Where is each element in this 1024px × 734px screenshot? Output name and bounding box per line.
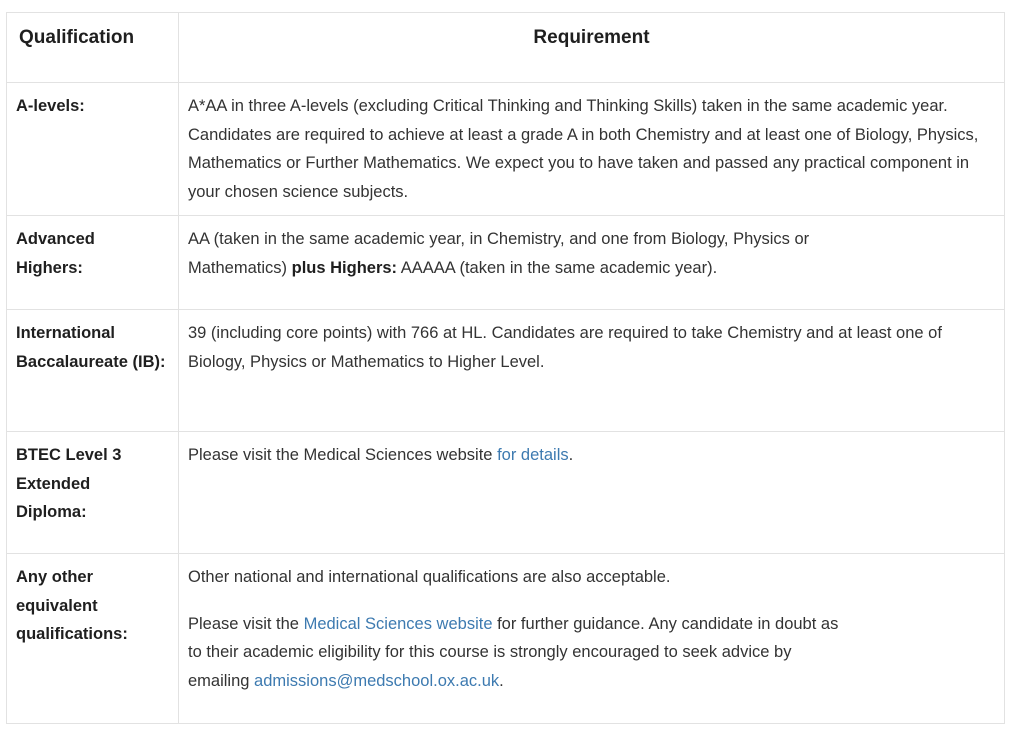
requirement-suffix: . [568, 446, 574, 464]
requirement-cell [179, 432, 1005, 554]
requirement-cell [179, 310, 1005, 432]
requirement-text-continued: AAAAA (taken in the same academic year). [400, 258, 718, 277]
medical-sciences-website-link[interactable]: Medical Sciences website [303, 614, 493, 633]
entry-requirements-table [6, 12, 1005, 724]
requirement-paragraph: Other national and international qualifications are also acceptable. [188, 568, 671, 586]
requirement-bold-text: plus Highers: [291, 258, 398, 277]
requirement-cell [179, 216, 1005, 310]
requirement-text: A*AA in three A-levels (excluding Critical Thinking and Thinking Skills) taken in the same academic year. Candidates are required to achieve at least a grade A in both Chemistry and at least one of Biology, Physics, Mathematics or Further Mathematics. We expect you to have taken and passed any practical component in your chosen science subjects. [188, 97, 979, 201]
paragraph-text: Please visit the [188, 614, 299, 633]
table-row [7, 432, 1005, 554]
qualification-cell: Any other equivalent qualifications: [7, 554, 179, 724]
table-header-row [7, 13, 1005, 83]
column-header-qualification: Qualification [7, 13, 179, 83]
qualification-cell: BTEC Level 3 Extended Diploma: [7, 432, 179, 554]
table-row [7, 83, 1005, 216]
table-row [7, 554, 1005, 724]
paragraph-suffix: . [499, 671, 504, 690]
qualification-cell: A-levels: [7, 83, 179, 216]
qualification-cell: International Baccalaureate (IB): [7, 310, 179, 432]
table-row [7, 216, 1005, 310]
table-row [7, 310, 1005, 432]
for-details-link[interactable]: for details [497, 446, 569, 464]
requirement-paragraph [188, 610, 844, 696]
qualification-cell: Advanced Highers: [7, 216, 179, 310]
requirement-text: 39 (including core points) with 766 at HL. Candidates are required to take Chemistry and at least one of Biology, Physics or Mathematics to Higher Level. [188, 324, 942, 371]
requirement-cell [179, 554, 1005, 724]
requirement-cell [179, 83, 1005, 216]
paragraph-text: for further guidance. Any candidate in doubt as to their academic eligibility for this course is strongly encouraged to seek advice by emailing [188, 614, 839, 690]
admissions-email-link[interactable]: admissions@medschool.ox.ac.uk [254, 671, 500, 690]
requirement-text: Please visit the Medical Sciences website [188, 446, 493, 464]
requirement-text: AA (taken in the same academic year, in Chemistry, and one from Biology, Physics or Mathematics) [188, 230, 810, 277]
column-header-requirement: Requirement [179, 13, 1005, 83]
